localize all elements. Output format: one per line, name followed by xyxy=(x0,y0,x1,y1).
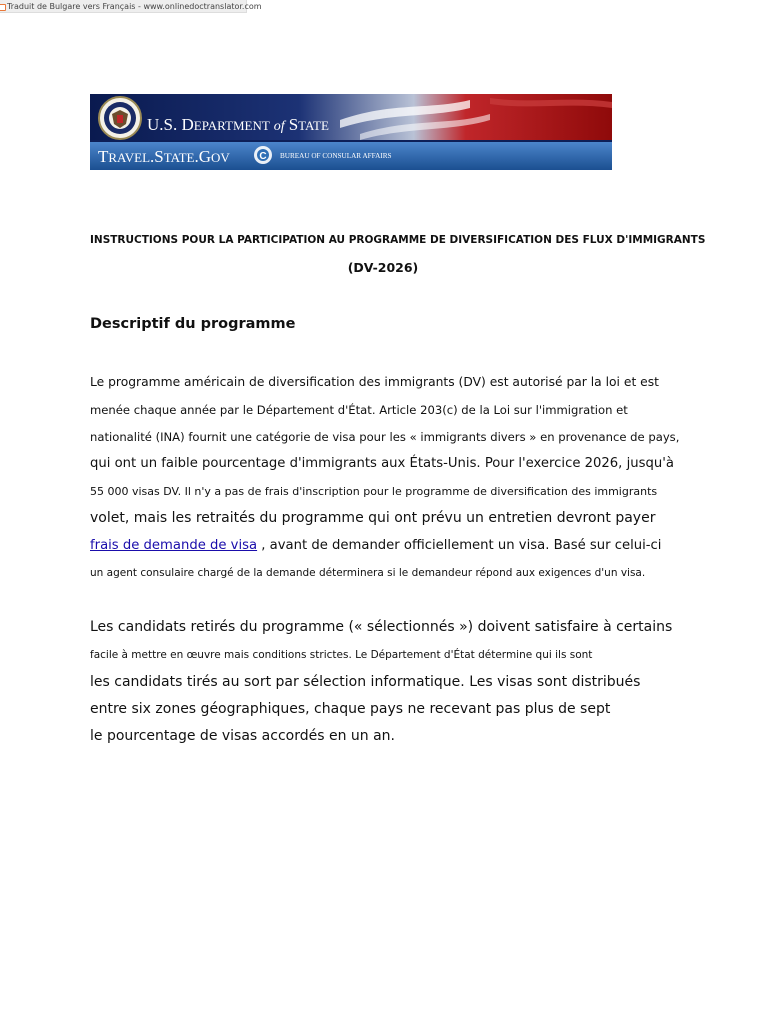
consular-affairs-logo-icon xyxy=(254,146,272,164)
paragraph-1-line-5: 55 000 visas DV. Il n'y a pas de frais d'inscription pour le programme de diversification des immigrants xyxy=(90,485,658,498)
translation-notice: Traduit de Bulgare vers Français - www.onlinedoctranslator.com xyxy=(7,1,262,11)
document-title: INSTRUCTIONS POUR LA PARTICIPATION AU PROGRAMME DE DIVERSIFICATION DES FLUX D'IMMIGRANTS xyxy=(90,234,706,246)
svg-text:TRAVEL.STATE.GOV xyxy=(98,147,230,166)
section-heading: Descriptif du programme xyxy=(90,316,296,332)
banner-site-a: RAVEL xyxy=(108,150,151,165)
banner-site-c: OV xyxy=(211,150,230,165)
paragraph-1-line-7-rest: , avant de demander officiellement un visa. Basé sur celui-ci xyxy=(257,538,662,553)
banner-site-t: T xyxy=(98,147,109,166)
paragraph-1-line-1: Le programme américain de diversification des immigrants (DV) est autorisé par la loi et est xyxy=(90,375,659,389)
paragraph-1-line-8: un agent consulaire chargé de la demande déterminera si le demandeur répond aux exigences d'un visa. xyxy=(90,567,646,579)
svg-text:C: C xyxy=(259,151,267,162)
paragraph-2-line-5: le pourcentage de visas accordés en un an. xyxy=(90,728,395,744)
banner-dept-of: of xyxy=(273,119,285,134)
banner-dept-b: TATE xyxy=(298,118,329,133)
paragraph-1-line-4: qui ont un faible pourcentage d'immigrants aux États-Unis. Pour l'exercice 2026, jusqu'à xyxy=(90,456,674,471)
visa-fee-link[interactable]: frais de demande de visa xyxy=(90,538,258,553)
document-subtitle: (DV-2026) xyxy=(347,260,419,275)
banner-site-b: TATE xyxy=(163,150,195,165)
banner-bureau: BUREAU OF CONSULAR AFFAIRS xyxy=(280,152,392,160)
banner-site-dot2: .G xyxy=(194,147,212,166)
banner-dept-a: EPARTMENT xyxy=(193,118,270,133)
paragraph-2-line-4: entre six zones géographiques, chaque pays ne recevant pas plus de sept xyxy=(90,701,611,717)
paragraph-2-line-2: facile à mettre en œuvre mais conditions strictes. Le Département d'État détermine qui ils sont xyxy=(90,649,593,661)
paragraph-1-line-6: volet, mais les retraités du programme qui ont prévu un entretien devront payer xyxy=(90,510,656,526)
translation-toolbar xyxy=(0,0,262,13)
department-seal-icon xyxy=(99,97,141,139)
banner-site-dot1: .S xyxy=(150,147,164,166)
banner-dept-s: S xyxy=(288,115,299,134)
paragraph-1-line-3: nationalité (INA) fournit une catégorie de visa pour les « immigrants divers » en provenance de pays, xyxy=(90,430,680,444)
paragraph-2-line-1: Les candidats retirés du programme (« sélectionnés ») doivent satisfaire à certains xyxy=(90,619,673,635)
paragraph-1-line-2: menée chaque année par le Département d'État. Article 203(c) de la Loi sur l'immigration et xyxy=(90,403,628,417)
svg-text:U.S. DEPARTMENTofSTATE xyxy=(147,115,329,134)
paragraph-1-line-7 xyxy=(90,538,661,553)
travel-state-gov-banner xyxy=(90,94,612,170)
paragraph-2-line-3: les candidats tirés au sort par sélection informatique. Les visas sont distribués xyxy=(90,674,641,690)
banner-dept-us: U.S. D xyxy=(147,115,194,134)
